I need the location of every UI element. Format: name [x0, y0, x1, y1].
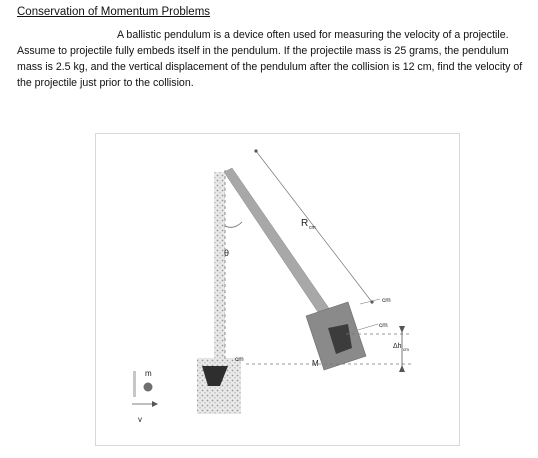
cm-label-top: cm	[382, 297, 391, 304]
projectile-mass-label: m	[145, 369, 152, 378]
projectile-guide	[133, 371, 136, 397]
projectile	[144, 383, 153, 392]
velocity-label: v	[138, 415, 142, 424]
problem-statement: A ballistic pendulum is a device often used for measuring the velocity of a projectile. Assume to projectile fully embeds itself in the pendulum. If the projectile mass is 25 grams, the pendulum mass is 2.5 kg, and the vertical displacement of the pendulum after the collision is 12 cm, find the velocity of the projectile just prior to the collision.	[17, 29, 523, 89]
radius-label-subscript: cm	[309, 225, 316, 231]
velocity-arrow-head	[152, 401, 158, 407]
cm-label-block: cm	[379, 322, 388, 329]
ballistic-pendulum-figure	[95, 133, 460, 446]
radius-label: R	[301, 218, 309, 229]
delta-h-arrow-top	[399, 326, 405, 333]
delta-h-label: Δh	[393, 343, 402, 350]
cm-label-left: cm	[235, 356, 244, 363]
page-heading: Conservation of Momentum Problems	[17, 6, 211, 18]
pendulum-mass-label: M	[312, 359, 319, 368]
radius-end-dot-top	[254, 149, 257, 152]
pendulum-diagram	[96, 134, 459, 445]
angle-arc	[225, 222, 242, 227]
delta-h-arrow-bottom	[399, 365, 405, 372]
delta-h-label-subscript: cm	[403, 347, 409, 352]
cm-leader-block	[358, 324, 378, 330]
angle-label: θ	[224, 248, 230, 258]
